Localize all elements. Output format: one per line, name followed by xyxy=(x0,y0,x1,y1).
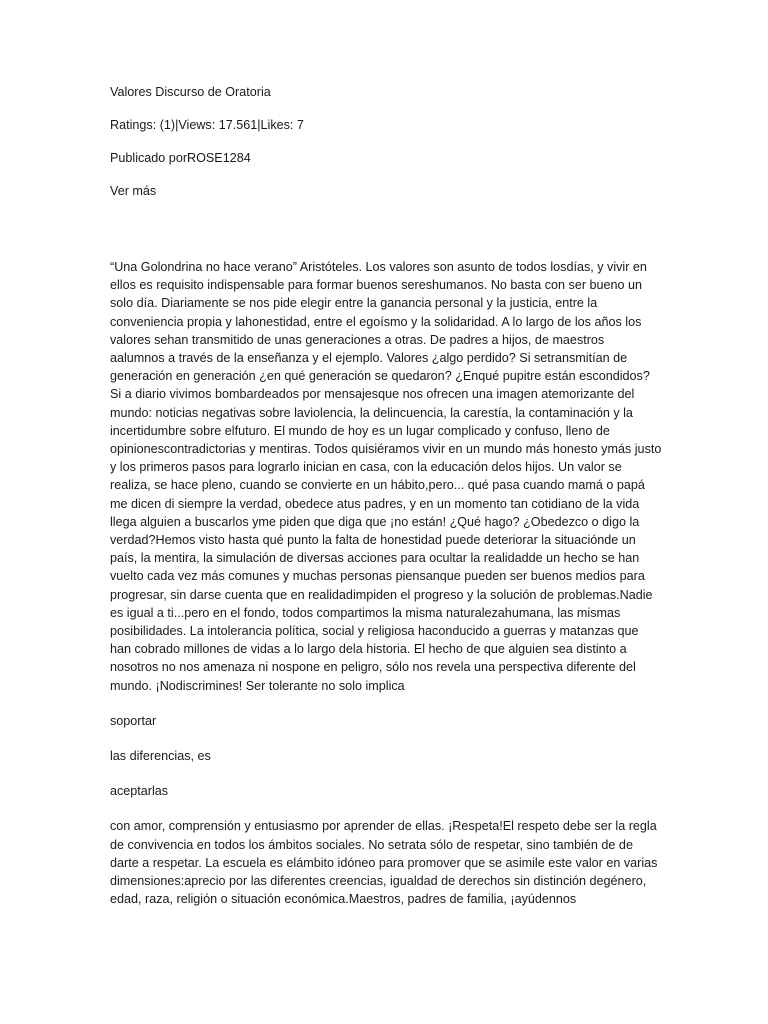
published-by-line: Publicado porROSE1284 xyxy=(110,151,251,165)
section-gap xyxy=(110,216,662,258)
paragraph: soportar xyxy=(110,713,157,728)
paragraph: con amor, comprensión y entusiasmo por aprender de ellas. ¡Respeta!El respeto debe ser la regla de convivencia en todos los ámbitos sociales. No setrata sólo de respetar, sino también de de darte a respetar. La escuela es elámbito idóneo para promover que se asimile este valor en varias dimensiones:aprecio por las diferentes creencias, igualdad de derechos sin distinción degénero, edad, raza, religión o situación económica.Maestros, padres de familia, ¡ayúdennos xyxy=(110,819,658,907)
ratings-line: Ratings: (1)|Views: 17.561|Likes: 7 xyxy=(110,118,304,132)
paragraph: aceptarlas xyxy=(110,784,169,799)
see-more-link[interactable]: Ver más xyxy=(110,184,157,198)
paragraph: las diferencias, es xyxy=(110,749,211,764)
document-title: Valores Discurso de Oratoria xyxy=(110,85,271,99)
document-body xyxy=(110,84,662,926)
paragraph: “Una Golondrina no hace verano” Aristóteles. Los valores son asunto de todos losdías, y vivir en ellos es requisito indispensable para formar buenos sereshumanos. No basta con ser bueno un solo día. Diariamente se nos pide elegir entre la ganancia personal y la justicia, entre la conveniencia propia y lahonestidad, entre el egoísmo y la solidaridad. A lo largo de los años los valores sehan transmitido de unas generaciones a otras. De padres a hijos, de maestros aalumnos a través de la enseñanza y el ejemplo. Valores ¿algo perdido? Si setransmitían de generación en generación ¿en qué generación se quedaron? ¿Enqué pupitre están escondidos? Si a diario vivimos bombardeados por mensajesque nos ofrecen una imagen atemorizante del mundo: noticias negativas sobre laviolencia, la delincuencia, la carestía, la contaminación y la incertidumbre sobre elfuturo. El mundo de hoy es un lugar complicado y confuso, lleno de opinionescontradictorias y mentiras. Todos quisiéramos vivir en un mundo más honesto ymás justo y los primeros pasos para lograrlo inician en casa, con la educación delos hijos. Un valor se realiza, se hace pleno, cuando se convierte en un hábito,pero... qué pasa cuando mamá o papá me dicen di siempre la verdad, obedece atus padres, y en un momento tan cotidiano de la vida llega alguien a buscarlos yme piden que diga que ¡no están! ¿Qué hago? ¿Obedezco o digo la verdad?Hemos visto hasta qué punto la falta de honestidad puede deteriorar la situaciónde un país, la mentira, la simulación de diversas acciones para ocultar la realidadde un hecho se han vuelto cada vez más comunes y muchas personas piensanque pueden ser buenos medios para progresar, sin darse cuenta que en realidadimpiden el progreso y la solución de problemas.Nadie es igual a ti...pero en el fondo, todos compartimos la misma naturalezahumana, las mismas posibilidades. La intolerancia política, social y religiosa haconducido a guerras y matanzas que han cobrado millones de vidas a lo largo dela historia. El hecho de que alguien sea distinto a nosotros no nos amenaza ni nospone en peligro, sólo nos revela una perspectiva diferente del mundo. ¡Nodiscrimines! Ser tolerante no solo implica xyxy=(110,260,662,693)
